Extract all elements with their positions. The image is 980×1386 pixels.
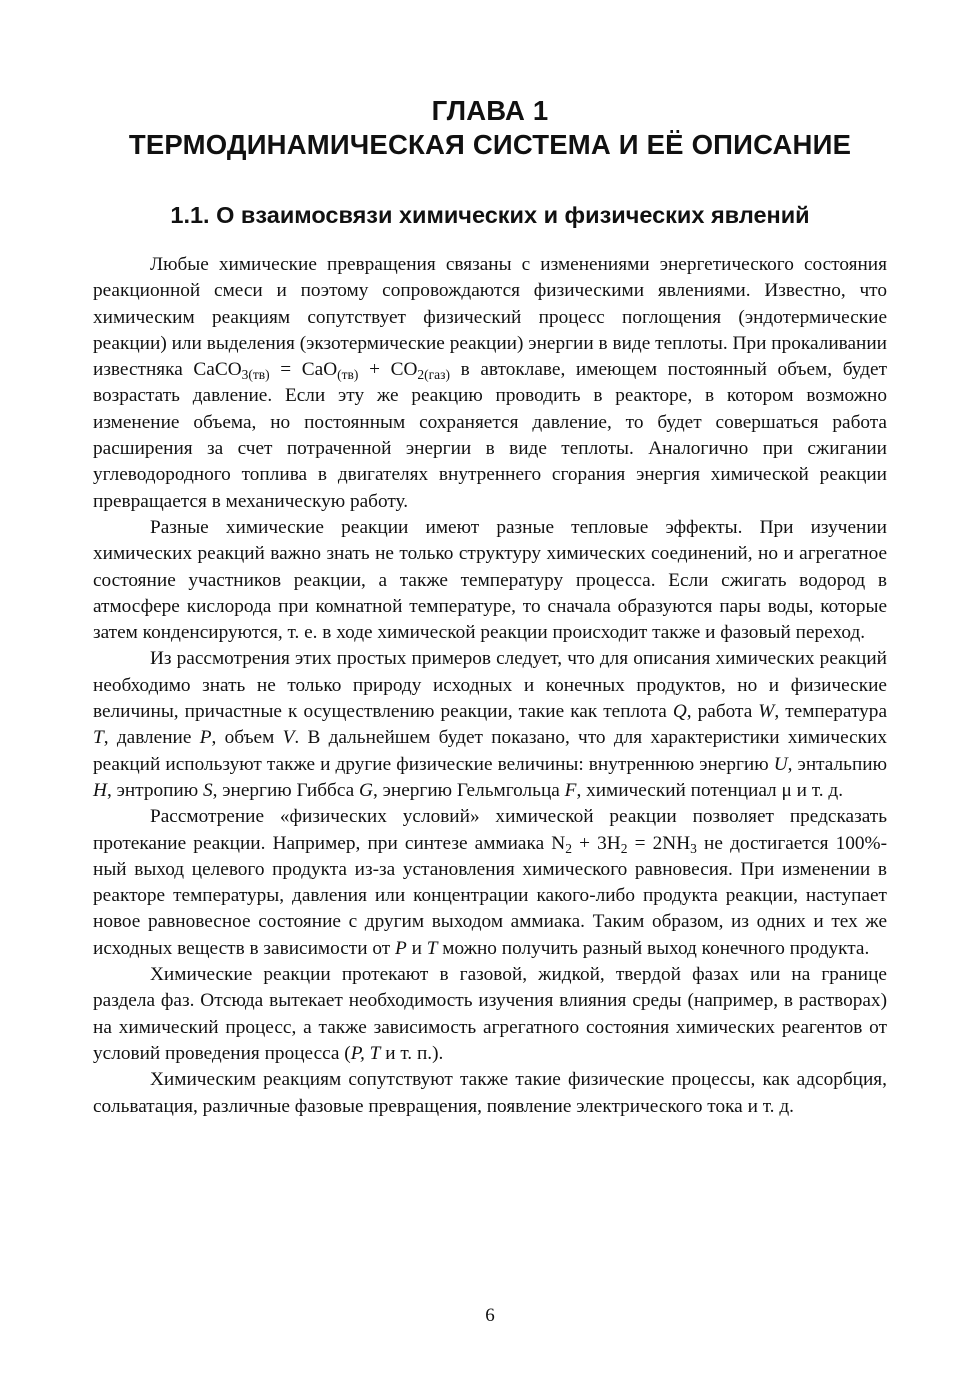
text-run: , работа <box>686 701 759 723</box>
text-run: не достигается 100%-ный выход целевого продукта из-за установления химического равновесия. При изменении в реакторе температуры, давления или концентрации какого-либо продукта реакции, наступает новое равновесное состояние с другим выходом аммиака. Таким образом, из одних и тех же исходных веществ в зависимости от <box>93 832 887 959</box>
body-text <box>93 252 887 1120</box>
symbol-s: S <box>202 779 213 801</box>
subscript: 2(газ) <box>417 366 450 382</box>
text-run: = 2NH <box>627 832 691 854</box>
symbol-t: T <box>93 727 104 749</box>
text-run: + CO <box>358 359 418 381</box>
paragraph-6: Химическим реакциям сопутствуют также такие физические процессы, как адсорбция, сольватация, различные фазовые превращения, появление электрического тока и т. д. <box>93 1069 887 1117</box>
text-run: , объем <box>211 727 283 749</box>
text-run: . В дальнейшем будет показано, что для характеристики химических реакций используют также и другие физические величины: внутреннюю энергию <box>93 727 887 775</box>
symbol-p-t: P, T <box>350 1042 381 1064</box>
subscript: 2 <box>565 840 572 856</box>
paragraph-2: Разные химические реакции имеют разные тепловые эффекты. При изучении химических реакций важно знать не только структуру химических соединений, но и агрегатное состояние участников реакции, а также температуру процесса. Если сжигать водород в атмосфере кислорода при комнатной температуре, то сначала образуются пары воды, которые затем конденсируются, т. е. в ходе химической реакции происходит также и фазовый переход. <box>93 516 887 644</box>
symbol-t: T <box>426 937 438 959</box>
text-run: и <box>406 937 427 959</box>
text-run: Любые химические превращения связаны с изменениями энергетического состояния реакционной смеси и поэтому сопровождаются физическими явлениями. Известно, что химическим реакциям сопутствует физический процесс поглощения (эндотермические реакции) или выделения (экзотермические реакции) энергии в виде теплоты. При прокаливании известняка CaCO <box>93 254 887 381</box>
text-run: , температура <box>774 701 887 723</box>
subscript: 3 <box>690 840 697 856</box>
symbol-p: P <box>394 937 407 959</box>
symbol-u: U <box>773 753 788 775</box>
text-run: Рассмотрение «физических условий» химической реакции позволяет предсказать протекание реакции. Например, при синтезе аммиака N <box>93 806 887 854</box>
text-run: Химические реакции протекают в газовой, жидкой, твердой фазах или на границе раздела фаз. Отсюда вытекает необходимость изучения влияния среды (например, в растворах) на химический процесс, а также зависимость агрегатного состояния химических реагентов от условий проведения процесса ( <box>93 964 887 1064</box>
subscript: 2 <box>620 840 628 856</box>
page-number: 6 <box>485 1305 495 1326</box>
chapter-title: ТЕРМОДИНАМИЧЕСКАЯ СИСТЕМА И ЕЁ ОПИСАНИЕ <box>128 129 852 160</box>
symbol-q: Q <box>672 701 687 723</box>
text-run: , химический потенциал μ и т. д. <box>576 779 844 801</box>
text-run: Из рассмотрения этих простых примеров следует, что для описания химических реакций необходимо знать не только природу исходных и конечных продуктов, но и физические величины, причастные к осуществлению реакции, такие как теплота <box>93 648 887 723</box>
symbol-p: P <box>199 727 212 749</box>
text-run: , энергию Гиббса <box>212 779 360 801</box>
paragraph-5 <box>93 962 887 1067</box>
text-run: , давление <box>103 727 200 749</box>
text-run: можно получить разный выход конечного продукта. <box>437 937 870 959</box>
subscript: (тв) <box>337 366 359 382</box>
text-run: , энтальпию <box>787 753 887 775</box>
text-run: , энергию Гельмгольца <box>372 779 565 801</box>
section-title: 1.1. О взаимосвязи химических и физических явлений <box>170 202 810 228</box>
text-run: = CaO <box>269 359 338 381</box>
chapter-heading <box>60 94 920 162</box>
symbol-g: G <box>359 779 373 801</box>
text-run: + 3H <box>571 832 621 854</box>
text-run: в автоклаве, имеющем постоянный объем, будет возрастать давление. Если эту же реакцию проводить в реакторе, в котором возможно изменение объема, но постоянным сохраняется давление, то будет совершаться работа расширения за счет потраченной энергии в виде теплоты. Аналогично при сжигании углеводородного топлива в двигателях внутреннего сгорания энергия химической реакции превращается в механическую работу. <box>93 359 887 512</box>
paragraph-4 <box>93 804 887 962</box>
symbol-w: W <box>758 701 775 723</box>
symbol-v: V <box>282 727 295 749</box>
symbol-h: H <box>93 779 107 801</box>
text-run: и т. п.). <box>380 1042 444 1064</box>
paragraph-3 <box>93 646 887 804</box>
text-run: , энтропию <box>106 779 203 801</box>
paragraph-1 <box>93 252 887 515</box>
subscript: 3(тв) <box>241 366 270 382</box>
symbol-f: F <box>564 779 577 801</box>
chapter-number: ГЛАВА 1 <box>431 95 549 126</box>
